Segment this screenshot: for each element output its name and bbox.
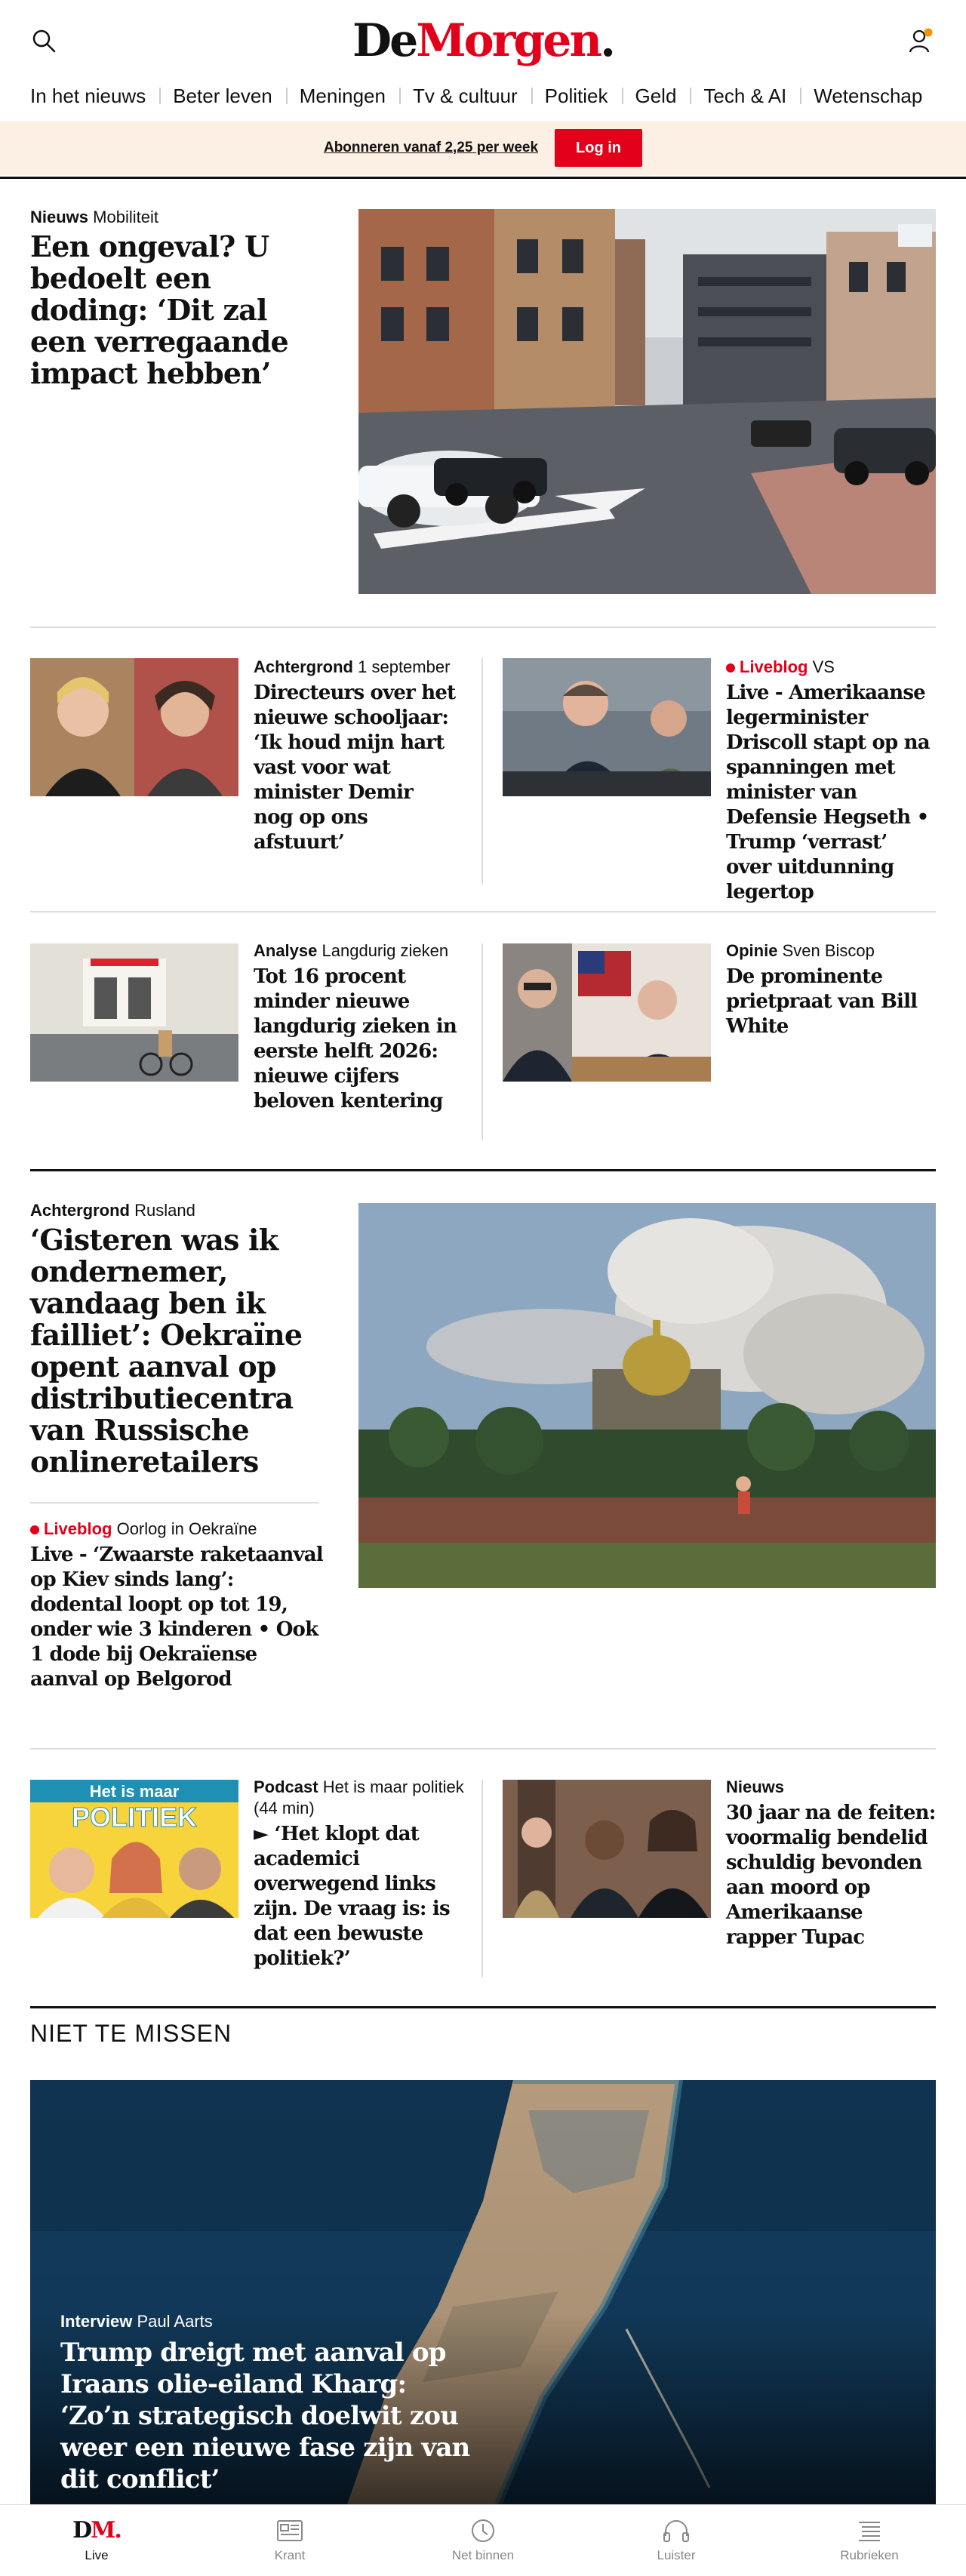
tab-label: Net binnen bbox=[451, 2548, 515, 2562]
article-topic: 1 september bbox=[358, 657, 451, 676]
site-logo[interactable] bbox=[0, 11, 966, 71]
schooljaar-article[interactable] bbox=[254, 657, 457, 855]
podcast-cover-title-bottom: POLITIEK bbox=[71, 1802, 198, 1833]
article-topic: Sven Biscop bbox=[782, 941, 875, 960]
dm-logo-icon bbox=[72, 2518, 121, 2544]
section-divider bbox=[30, 911, 936, 913]
column-divider bbox=[481, 943, 483, 1140]
logo-de: De bbox=[352, 14, 417, 67]
opinie-image[interactable] bbox=[503, 943, 711, 1082]
section-divider bbox=[30, 626, 936, 628]
login-button[interactable]: Log in bbox=[555, 129, 642, 167]
section-divider-strong bbox=[30, 1169, 936, 1171]
driscoll-article[interactable] bbox=[726, 657, 936, 905]
zieken-article[interactable] bbox=[254, 940, 457, 1114]
article-kicker bbox=[30, 1519, 325, 1540]
bottom-tab-bar bbox=[0, 2504, 966, 2576]
inner-divider bbox=[30, 1502, 318, 1503]
section-divider-strong bbox=[30, 2006, 936, 2008]
subscribe-link[interactable]: Abonneren vanaf 2,25 per week bbox=[323, 140, 539, 155]
article-category: Achtergrond bbox=[30, 1201, 130, 1220]
article-title[interactable]: ‘Gisteren was ik ondernemer, vandaag ben ik failliet’: Oekraïne opent aanval op distributiecentra van Russische onlineretailers bbox=[30, 1223, 303, 1479]
subscription-banner bbox=[0, 121, 966, 175]
tab-krant[interactable] bbox=[193, 2505, 386, 2576]
clock-icon bbox=[466, 2518, 500, 2544]
opinie-article[interactable] bbox=[726, 940, 936, 1039]
article-category: Achtergrond bbox=[254, 657, 353, 676]
podcast-article[interactable] bbox=[254, 1777, 465, 1971]
article-category: Analyse bbox=[254, 941, 318, 960]
tab-label: Live bbox=[85, 2548, 109, 2562]
tab-luister[interactable] bbox=[580, 2505, 773, 2576]
podcast-cover-image[interactable] bbox=[30, 1780, 238, 1918]
tab-rubrieken[interactable] bbox=[773, 2505, 966, 2576]
article-kicker bbox=[254, 1777, 465, 1819]
article-title[interactable]: Trump dreigt met aanval op Iraans olie-eiland Kharg: ‘Zo’n strategisch doelwit zou weer een nieuwe fase zijn van dit conflict’ bbox=[60, 2337, 470, 2494]
article-topic: Langdurig zieken bbox=[321, 941, 449, 960]
notification-dot bbox=[924, 29, 933, 37]
article-category: Liveblog bbox=[44, 1519, 112, 1538]
live-dot-icon bbox=[30, 1525, 39, 1534]
lead-article[interactable] bbox=[30, 207, 325, 389]
tab-net-binnen[interactable] bbox=[386, 2505, 580, 2576]
list-icon bbox=[853, 2518, 886, 2544]
article-category: Opinie bbox=[726, 941, 778, 960]
article-kicker bbox=[254, 940, 457, 962]
tab-label: Luister bbox=[657, 2548, 696, 2562]
user-icon[interactable] bbox=[904, 24, 937, 57]
main-nav bbox=[0, 78, 966, 113]
tupac-article[interactable] bbox=[726, 1777, 936, 1950]
article-topic: Paul Aarts bbox=[137, 2312, 213, 2331]
podcast-cover-title-top: Het is maar bbox=[89, 1782, 180, 1801]
oekraine-live-article[interactable] bbox=[30, 1519, 325, 1692]
article-topic: VS bbox=[812, 657, 835, 676]
header-divider bbox=[0, 177, 966, 179]
article-category: Interview bbox=[60, 2312, 133, 2331]
article-category: Podcast bbox=[254, 1777, 318, 1796]
article-kicker bbox=[30, 207, 325, 228]
article-title[interactable]: De prominente prietpraat van Bill White bbox=[726, 965, 918, 1038]
article-title[interactable]: Live - Amerikaanse legerminister Driscoll stapt op na spanningen met minister van Defensie Hegseth • Trump ‘verrast’ over uitdunning legertop bbox=[726, 682, 930, 903]
article-kicker bbox=[254, 657, 457, 678]
article-category: Nieuws bbox=[30, 208, 89, 226]
tab-live[interactable] bbox=[0, 2505, 193, 2576]
section-divider bbox=[30, 1748, 936, 1750]
schooljaar-image[interactable] bbox=[30, 658, 238, 796]
article-title[interactable]: Directeurs over het nieuwe schooljaar: ‘Ik houd mijn hart vast voor wat minister Demir nog op ons afstuurt’ bbox=[254, 682, 456, 854]
nav-item-beter-leven[interactable]: Beter leven bbox=[159, 78, 286, 113]
tupac-image[interactable] bbox=[503, 1780, 711, 1918]
article-title[interactable]: 30 jaar na de feiten: voormalig bendelid schuldig bevonden aan moord op Amerikaanse rapper Tupac bbox=[726, 1802, 936, 1949]
article-title[interactable]: Live - ‘Zwaarste raketaanval op Kiev sinds lang’: dodental loopt op tot 19, onder wie 3 kinderen • Ook 1 dode bij Oekraïense aanval op Belgorod bbox=[30, 1543, 323, 1691]
live-dot-icon bbox=[726, 663, 735, 672]
article-kicker bbox=[60, 2311, 483, 2332]
lead-article-image[interactable] bbox=[358, 209, 936, 594]
logo-dot: . bbox=[600, 14, 614, 67]
oekraine-image[interactable] bbox=[358, 1203, 936, 1588]
headphones-icon bbox=[660, 2518, 693, 2544]
article-kicker bbox=[726, 940, 936, 962]
article-kicker bbox=[30, 1200, 325, 1221]
article-title[interactable]: ► ‘Het klopt dat academici overwegend links zijn. De vraag is: is dat een bewuste politiek?’ bbox=[254, 1823, 450, 1970]
section-title-niet-te-missen: NIET TE MISSEN bbox=[30, 2020, 232, 2047]
zieken-image[interactable] bbox=[30, 943, 238, 1082]
feature-article[interactable] bbox=[60, 2311, 483, 2495]
article-title[interactable]: Een ongeval? U bedoelt een doding: ‘Dit zal een verregaande impact hebben’ bbox=[30, 229, 288, 390]
article-category: Liveblog bbox=[740, 657, 808, 676]
article-topic: Het is maar politiek (44 min) bbox=[254, 1777, 464, 1817]
site-header bbox=[0, 0, 966, 75]
nav-item-geld[interactable]: Geld bbox=[622, 78, 691, 113]
article-title[interactable]: Tot 16 procent minder nieuwe langdurig zieken in eerste helft 2026: nieuwe cijfers beloven kentering bbox=[254, 965, 457, 1113]
dm-logo-d: D bbox=[72, 2517, 91, 2544]
article-category: Nieuws bbox=[726, 1777, 785, 1796]
article-kicker bbox=[726, 657, 936, 678]
oekraine-lead-article[interactable] bbox=[30, 1200, 325, 1478]
nav-item-in-het-nieuws[interactable]: In het nieuws bbox=[30, 85, 146, 107]
logo-morgen: Morgen bbox=[416, 14, 601, 67]
column-divider bbox=[481, 1780, 483, 1977]
nav-item-politiek[interactable]: Politiek bbox=[531, 78, 622, 113]
nav-item-meningen[interactable]: Meningen bbox=[286, 78, 399, 113]
article-topic: Mobiliteit bbox=[93, 208, 158, 226]
nav-item-wetenschap[interactable]: Wetenschap bbox=[800, 78, 936, 113]
column-divider bbox=[481, 658, 483, 885]
nav-item-tech-ai[interactable]: Tech & AI bbox=[690, 78, 800, 113]
dm-logo-m: M. bbox=[91, 2517, 121, 2544]
article-topic: Oorlog in Oekraïne bbox=[116, 1519, 257, 1538]
tab-label: Rubrieken bbox=[840, 2548, 899, 2562]
newspaper-icon bbox=[273, 2518, 306, 2544]
tab-label: Krant bbox=[274, 2548, 306, 2562]
article-kicker bbox=[726, 1777, 936, 1798]
nav-item-tv-cultuur[interactable]: Tv & cultuur bbox=[399, 78, 531, 113]
article-topic: Rusland bbox=[134, 1201, 195, 1220]
driscoll-image[interactable] bbox=[503, 658, 711, 796]
